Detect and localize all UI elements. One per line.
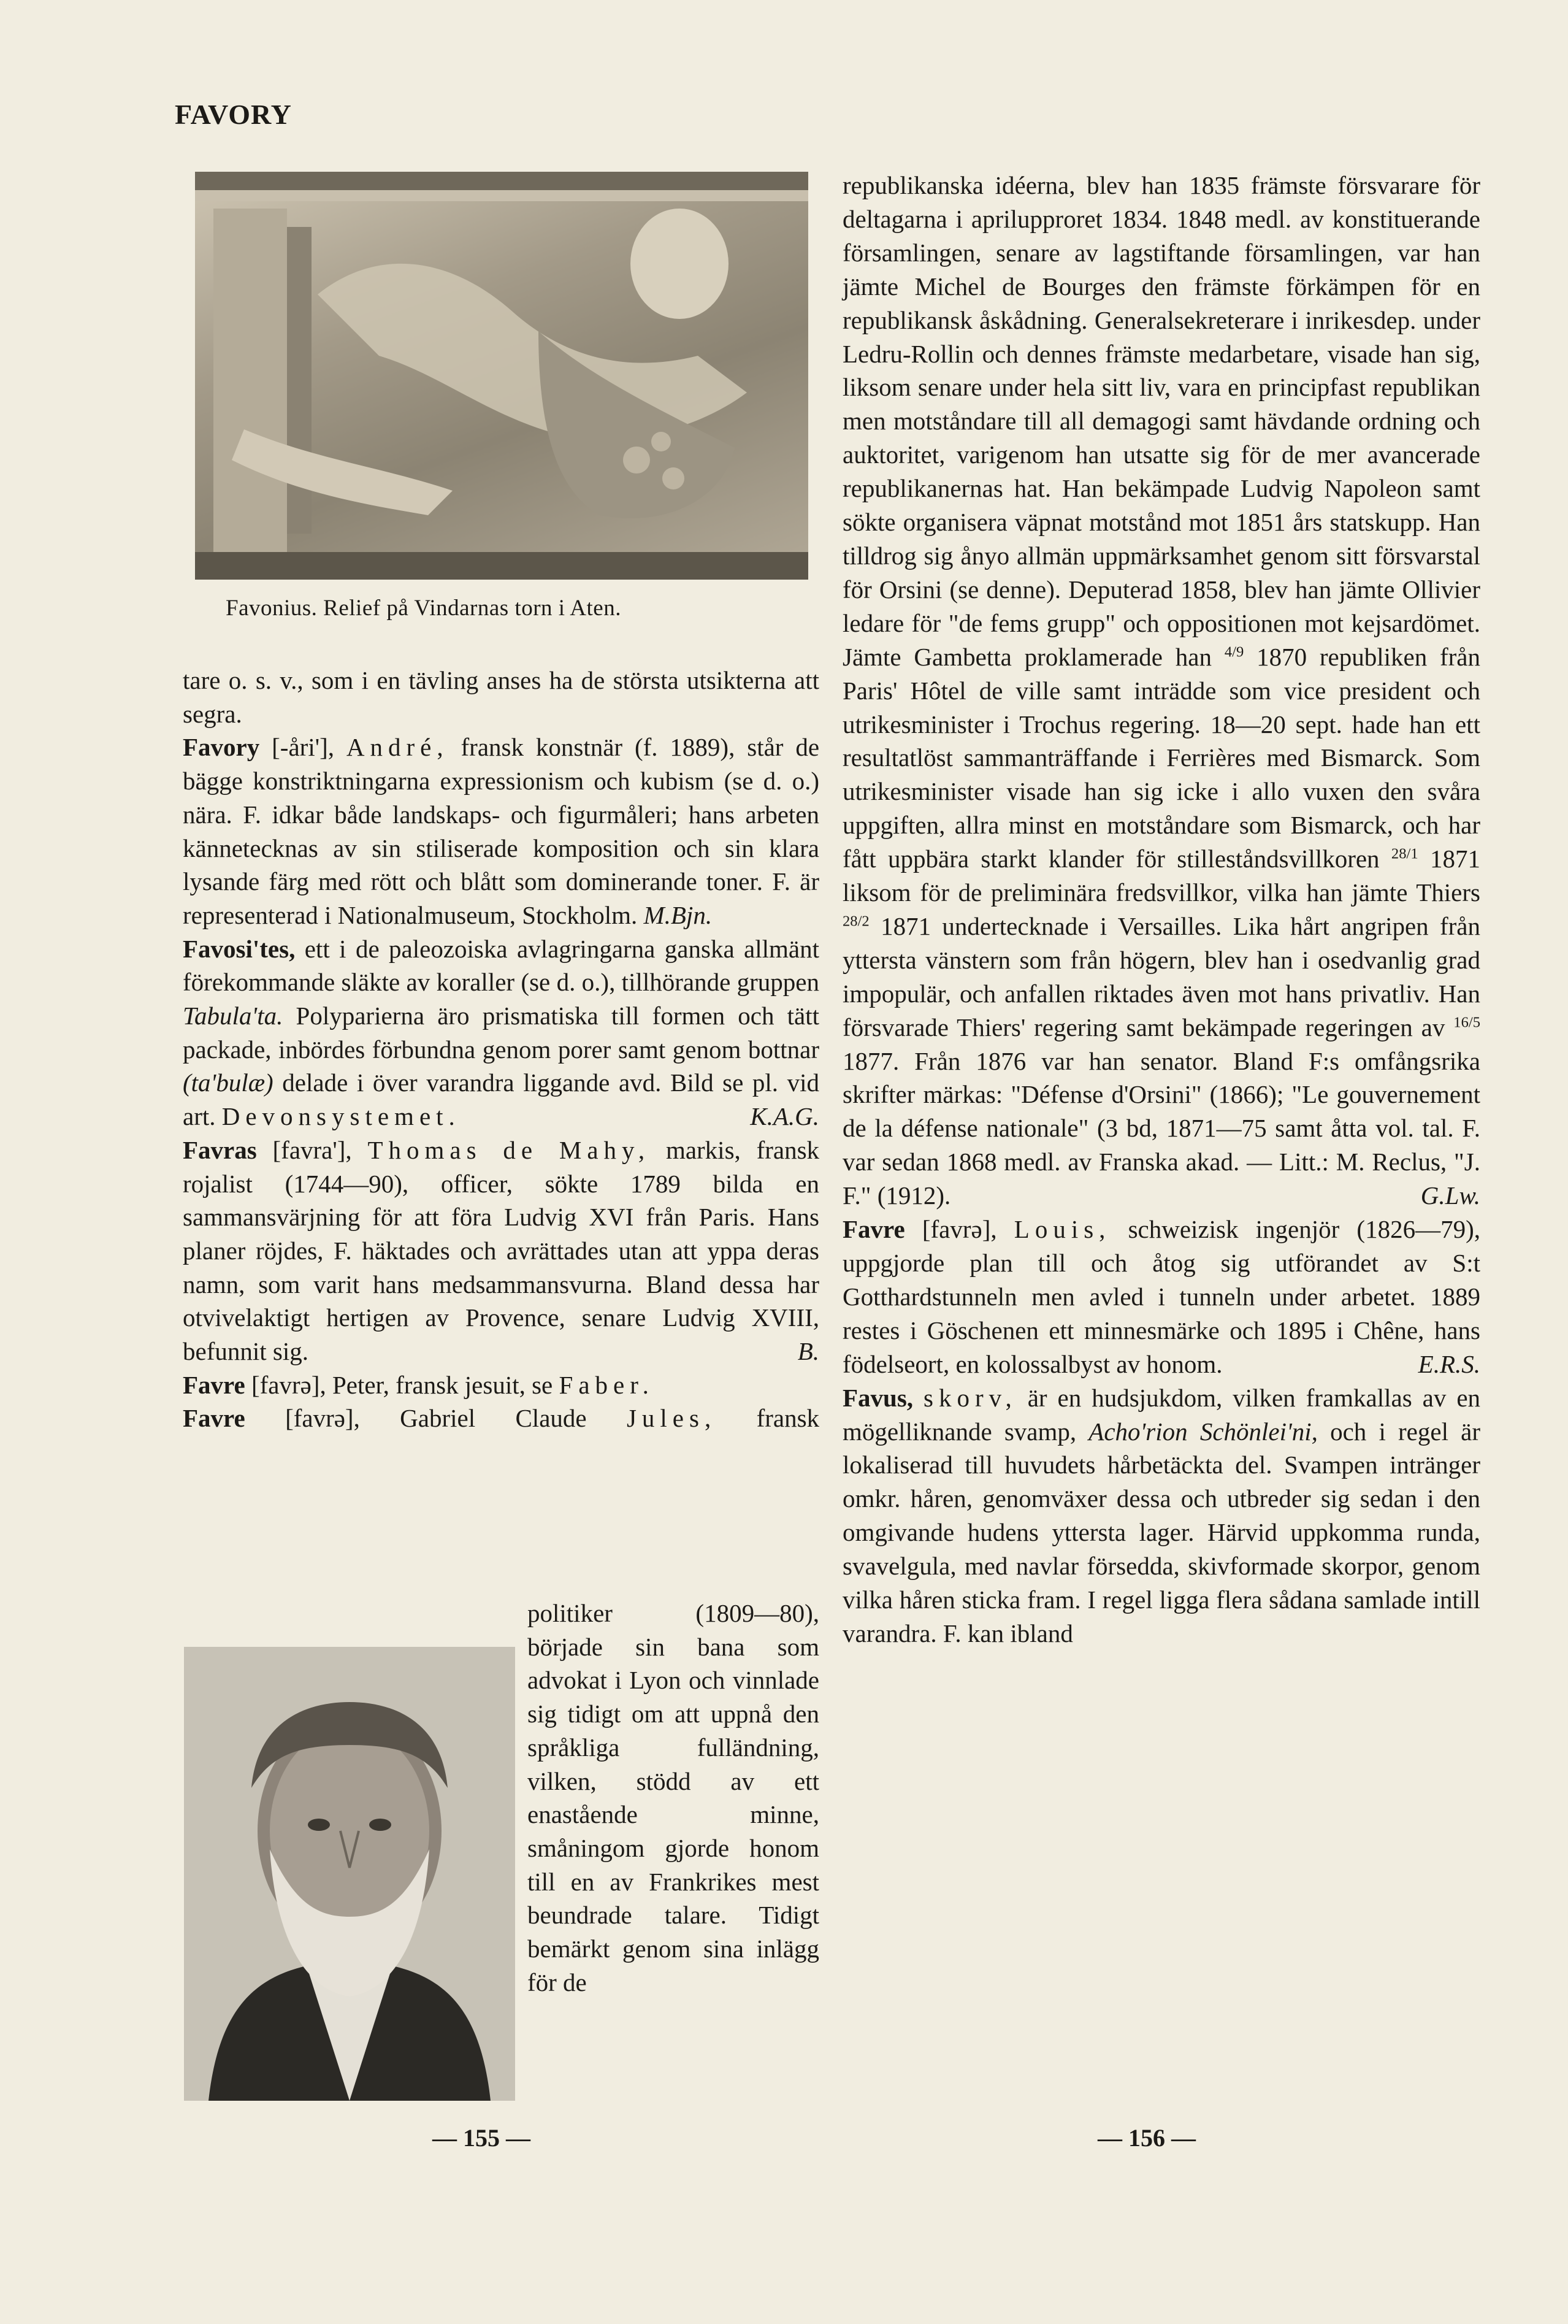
entry-signature: G.Lw. [1420,1181,1480,1210]
entry-favus [843,1381,1480,1651]
entry-signature: E.R.S. [1418,1349,1480,1378]
entry-text: 1871 undertecknade i Versailles. Lika hårt angripen från yttersta vänstern som från högern, blev han i osedvanlig grad impopulär, och anfallen riktades även mot hans privatliv. Han försvarade Thiers' regering samt bekämpade regeringen av [843,911,1480,1041]
entry-head-favory: Favory [183,733,260,762]
entry-favras [183,1133,819,1368]
entry-term: Tabula'ta. [183,1002,283,1030]
entry-term: Acho'rion Schönlei'ni, [1088,1417,1318,1446]
entry-signature: K.A.G. [750,1102,819,1131]
entry-given-name: Louis, [1014,1215,1111,1244]
entry-head-favre: Favre [843,1215,905,1244]
entry-text: [favrə], Gabriel Claude [285,1404,587,1433]
entry-text: 1871 liksom för de preliminära fredsvillkor, vilka han jämte Thiers [843,845,1480,907]
page-number-right: — 156 — [1098,2124,1196,2152]
entry-pron: [-åri'], [272,733,334,762]
entry-given-name: Thomas de Mahy, [367,1135,651,1164]
right-column [843,169,1480,1651]
entry-reference: Faber. [559,1370,654,1399]
entry-text: ett i de paleozoiska avlagringarna ganska allmänt förekommande släkte av koraller (se d. o.), tillhörande gruppen [183,934,820,997]
relief-image [195,172,808,580]
entry-text: 1877. Från 1876 var han senator. Bland F:s omfångsrika skrifter märkas: "Défense d'Orsini" (1866); "Le gouvernement de la défense nationale" (3 bd, 1871—75 samt åtta vol. tal. F. var sedan 1868 medl. av Franska akad. — Litt.: M. Reclus, "J. F." (1912). [843,1046,1480,1210]
favre-wrapped-text [527,1597,819,1999]
entry-reference: Devonsystemet. [221,1102,461,1131]
entry-text-continued: politiker (1809—80), började sin bana som advokat i Lyon och vinnlade sig tidigt om att uppnå den språkliga fulländning, vilken, stödd av ett enastående minne, småningom gjorde honom till en av Frankrikes mest beundrade talare. Tidigt bemärkt genom sina inlägg för de [527,1599,819,1996]
entry-favre-jules-continued [843,169,1480,1213]
entry-given-name: skorv, [924,1383,1017,1412]
entry-head-favre: Favre [183,1370,245,1399]
date-fraction: 16/5 [1453,1014,1480,1030]
left-column [183,664,819,1435]
entry-text: fransk konstnär (f. 1889), står de bägge konstriktningarna expressionism och kubism (se d. o.) nära. F. idkar både landskaps- och figurmåleri; hans arbeten kännetecknas av sin stiliserade komposition och sin klara lysande färg med rött och blått som dominerande toner. F. är representerad i Nationalmuseum, Stockholm. [183,733,820,929]
entry-pron: [favra'], [272,1135,352,1164]
running-header: FAVORY [175,99,292,130]
entry-signature: B. [797,1337,819,1366]
entry-favre-peter [183,1368,819,1402]
entry-text: markis, fransk rojalist (1744—90), officer, sökte 1789 bilda en sammansvärjning för att föra Ludvig XVI från Paris. Hans planer röjdes, F. häktades och avrättades utan att yppa deras namn, som varit hans medsammansvurna. Bland dessa har otvivelaktigt hertigen av Provence, senare Ludvig XVIII, befunnit sig. [183,1135,820,1366]
entry-favre-jules [183,1402,819,1435]
entry-signature: M.Bjn. [643,900,713,929]
entry-favory [183,731,819,932]
entry-text: republikanska idéerna, blev han 1835 främste försvarare för deltagarna i aprilupproret 1834. 1848 medl. av konstituerande församlingen, senare av lagstiftande församlingen, var han jämte Michel de Bourges den främste förkämpen för en republikansk åskådning. Generalsekreterare i inrikesdep. under Ledru-Rollin och dennes främste medarbetare, visade han sig, liksom senare under hela sitt liv, vara en principfast republikan men motståndare till all demagogi samt hävdande ordning och auktoritet, varigenom han utsatte sig för de mer avancerade republikanernas hat. Han bekämpade Ludvig Napoleon samt sökte organisera väpnat motstånd mot 1851 års statskupp. Han tilldrog sig ånyo allmän uppmärksamhet genom sitt försvarstal för Orsini (se denne). Deputerad 1858, blev han jämte Ollivier ledare för "de fems grupp" och oppositionen mot kejsardömet. Jämte Gambetta proklamerade han [843,171,1480,671]
entry-favre-louis [843,1213,1480,1381]
portrait-jules-favre [184,1647,515,2101]
portrait-illustration [184,1647,515,2101]
relief-caption: Favonius. Relief på Vindarnas torn i Aten. [226,596,621,621]
entry-given-name: Jules, [626,1404,717,1433]
entry-text: och i regel är lokaliserad till huvudets hårbetäckta del. Svampen intränger omkr. håren, genomväxer dessa och utbreder sig sedan i den omgivande hudens yttersta lager. Härvid uppkomma runda, svavelgula, med navlar försedda, skivformade skorpor, genom vilka håren sticka fram. I regel ligga flera sådana samlade intill varandra. F. kan ibland [843,1417,1480,1647]
relief-illustration [195,172,808,580]
entry-given-name: André, [346,733,449,762]
page-number-left: — 155 — [432,2124,530,2152]
entry-text: schweizisk ingenjör (1826—79), uppgjorde plan till och åtog sig utförandet av S:t Gotthardstunneln men avled i tunneln under arbetet. 1889 restes i Göschenen ett minnesmärke och 1895 i Chêne, hans födelseort, en kolossalbyst av honom. [843,1215,1480,1378]
entry-text: delade i över varandra liggande avd. Bild se pl. vid art. [183,1068,819,1131]
entry-text: [favrə], Peter, fransk jesuit, se [251,1370,553,1399]
entry-text: Polyparierna äro prismatiska till formen och tätt packade, inbördes förbundna genom porer samt genom bottnar [183,1002,820,1064]
entry-head-favre: Favre [183,1404,245,1433]
entry-head-favras: Favras [183,1135,257,1164]
entry-head-favosites: Favosi'tes, [183,934,296,963]
entry-text: är en hudsjukdom, vilken framkallas av en mögelliknande svamp, [843,1383,1481,1446]
date-fraction: 4/9 [1224,643,1244,661]
entry-head-favus: Favus, [843,1383,914,1412]
date-fraction: 28/1 [1391,845,1418,862]
date-fraction: 28/2 [843,913,870,930]
entry-text: fransk [756,1404,820,1433]
entry-text: 1870 republiken från Paris' Hôtel de ville samt inträdde som vice president och utrikesminister i Trochus regering. 18—20 sept. hade han ett resultatlöst sammanträffande i Ferrières med Bismarck. Som utrikesminister visade han sig icke i allo vuxen den svåra uppgiften, allra minst en motståndare som Bismarck, och har fått uppbära starkt klander för stilleståndsvillkoren [843,642,1481,873]
entry-term: (ta'bulæ) [183,1068,273,1097]
entry-favosites [183,932,819,1133]
entry-pron: [favrə], [922,1215,997,1244]
paragraph-tare: tare o. s. v., som i en tävling anses ha de största utsikterna att segra. [183,666,819,728]
